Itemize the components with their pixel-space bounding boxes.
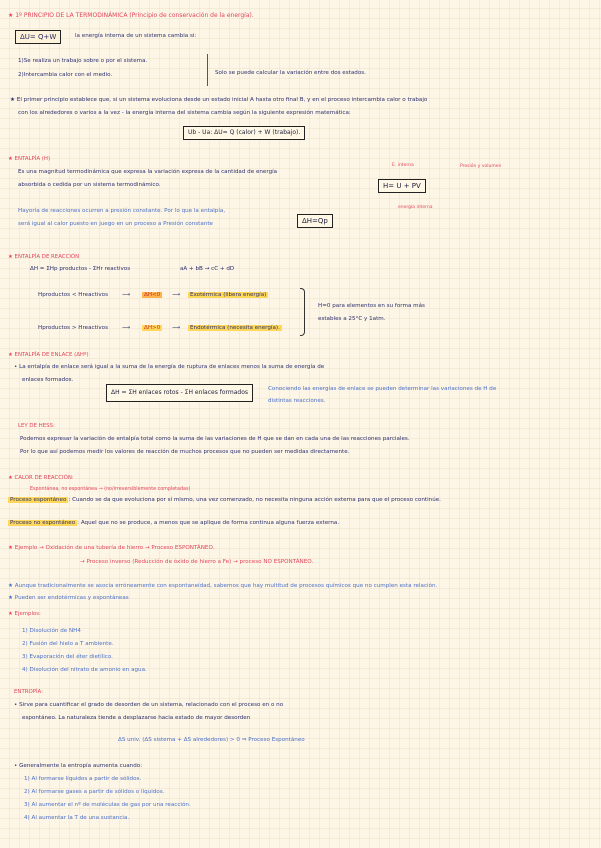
brace-divider — [207, 54, 208, 86]
spontaneity-note: ★ Aunque tradicionalmente se asocia erróneamente con espontaneidad, sabemos que hay multitud de procesos químicos que no cumplen esta relación. — [8, 583, 438, 589]
enthalpy-line-1: Es una magnitud termodinámica que expresa la variación expresa de la cantidad de energía — [18, 169, 278, 175]
example-oxidation: ★ Ejemplo → Oxidación de una tubería de hierro → Proceso ESPONTÁNEO. — [8, 545, 215, 551]
bond-enthalpy-note-1: Conociendo las energías de enlace se pueden determinar las variaciones de H de — [268, 386, 497, 392]
entropy-case-4: 4) Al aumentar la T de una sustancia. — [24, 815, 130, 821]
formula-box-internal-energy: Ub - Ua: ΔU= Q (calor) + W (trabajo). — [183, 126, 305, 140]
entropy-line-2: espontáneo. La naturaleza tiende a desplazarse hacia estado de mayor desorden — [22, 715, 251, 721]
arrow-icon: ⟶ — [172, 292, 181, 298]
bond-enthalpy-line-1: • La entalpía de enlace será igual a la suma de la energía de ruptura de enlaces menos la suma de energía de — [14, 364, 325, 370]
condition-2: 2)Intercambia calor con el medio. — [18, 72, 113, 78]
paragraph-line-1: ★ El primer principio establece que, si un sistema evoluciona desde un estado inicial A hasta otro final B, y en el proceso intercambia calor o trabajo — [10, 97, 428, 103]
endothermic-spontaneous-note: ★ Pueden ser endotérmicas y espontáneas — [8, 595, 129, 601]
formula-box-dh-qp: ΔH=Qp — [297, 214, 333, 228]
formula-box-enthalpy: H= U + PV — [378, 179, 426, 193]
enthalpy-line-3: Hayoría de reacciones ocurren a presión constante. Por lo que la entalpía, — [18, 208, 226, 214]
enthalpy-line-4: será igual al calor puesto en juego en un proceso a Presión constante — [18, 221, 213, 227]
formula-box-bond-enthalpy: ΔH = ΣH enlaces rotos - ΣH enlaces formados — [106, 384, 253, 402]
section-title-bond-enthalpy: ★ ENTALPÍA DE ENLACE (ΔHº) — [8, 352, 89, 358]
spontaneous-process: Proceso espontáneo : Cuando se da que evoluciona por sí mismo, una vez comenzado, no necesita ninguna acción externa para que el proceso continúe. — [10, 497, 441, 503]
section-title-hess-law: LEY DE HESS: — [18, 423, 55, 429]
section-title-enthalpy: ★ ENTALPÍA (H) — [8, 156, 51, 162]
arrow-icon: ⟶ — [122, 292, 131, 298]
entropy-increase-title: • Generalmente la entropía aumenta cuando: — [14, 763, 143, 769]
example-reduction: → Proceso inverso (Reducción de óxido de hierro a Fe) → proceso NO ESPONTÁNEO. — [80, 559, 314, 565]
label-linear-energy: energía interna — [398, 205, 433, 210]
enthalpy-line-2: absorbida o cedida por un sistema termodinámico. — [18, 182, 161, 188]
paragraph-line-2: con los alrededores o varios a la vez - la energía interna del sistema cambia según la siguiente expresión matemática: — [18, 110, 351, 116]
section-title-entropy: ENTROPÍA: — [14, 689, 43, 695]
formula-box-first-law: ΔU= Q+W — [15, 30, 61, 44]
row-endothermic-highlight: ΔH>0 — [144, 325, 161, 331]
section-title-reaction-heat: ★ CALOR DE REACCIÓN: — [8, 475, 74, 481]
example-3: 3) Evaporación del éter dietílico. — [22, 654, 113, 660]
arrow-icon: ⟶ — [172, 325, 181, 331]
label-pressure-volume: Presión y volumen — [460, 164, 502, 169]
example-2: 2) Fusión del hielo a T ambiente. — [22, 641, 114, 647]
entropy-case-1: 1) Al formarse líquidos a partir de sólidos. — [24, 776, 142, 782]
arrow-icon: ⟶ — [122, 325, 131, 331]
examples-title: ★ Ejemplos: — [8, 611, 41, 617]
row-exothermic-highlight: ΔH<0 — [144, 292, 161, 298]
hess-line-1: Podemos expresar la variación de entalpía total como la suma de las variaciones de H que se dan en cada una de las reacciones parciales. — [20, 436, 410, 442]
example-4: 4) Disolución del nitrato de amonio en agua. — [22, 667, 147, 673]
bond-enthalpy-line-2: enlaces formados. — [22, 377, 74, 383]
generic-reaction: aA + bB → cC + dD — [180, 266, 235, 272]
reaction-heat-subtitle: Espontánea, no espontánea → (no/irreversiblemente completadas) — [30, 487, 191, 492]
section-title-reaction-enthalpy: ★ ENTALPÍA DE REACCIÓN — [8, 254, 80, 260]
bond-enthalpy-note-2: distintas reacciones. — [268, 398, 326, 404]
standard-state-note-2: estables a 25°C y 1atm. — [318, 316, 386, 322]
entropy-line-1: • Sirve para cuantificar el grado de desorden de un sistema, relacionado con el proceso en o no — [14, 702, 284, 708]
standard-state-note-1: H=0 para elementos en su forma más — [318, 303, 425, 309]
non-spontaneous-process: Proceso no espontáneo : Aquel que no se produce, a menos que se aplique de forma continua alguna fuerza externa. — [10, 520, 340, 526]
condition-note: Solo se puede calcular la variación entre dos estados. — [215, 70, 366, 76]
label-internal-energy: E. interna — [392, 163, 414, 168]
row-exothermic-result: Exotérmica (libera energía) — [190, 292, 267, 298]
section-title-first-principle: ★ 1º PRINCIPIO DE LA TERMODINÁMICA (Principio de conservación de la energía). — [8, 12, 254, 19]
row-endothermic-result: Endotérmica (necesita energía). — [190, 325, 280, 331]
entropy-case-3: 3) Al aumentar el nº de moléculas de gas por una reacción. — [24, 802, 191, 808]
hess-line-2: Por lo que así podemos medir los valores de reacción de muchos procesos que no pueden ser medidas directamente. — [20, 449, 350, 455]
example-1: 1) Disolución de NH4 — [22, 628, 81, 634]
condition-1: 1)Se realiza un trabajo sobre o por el sistema. — [18, 58, 148, 64]
formula-description: la energía interna de un sistema cambia si: — [75, 33, 197, 39]
entropy-formula: ΔS univ. (ΔS sistema + ΔS alrededores) > 0 ⇒ Proceso Espontáneo — [118, 737, 305, 743]
row-endothermic-condition: Hproductos > Hreactivos — [38, 325, 109, 331]
entropy-case-2: 2) Al formarse gases a partir de sólidos o líquidos. — [24, 789, 165, 795]
reaction-enthalpy-equation: ΔH = ΣHp productos - ΣHr reactivos — [30, 266, 131, 272]
brace — [300, 288, 305, 336]
row-exothermic-condition: Hproductos < Hreactivos — [38, 292, 109, 298]
